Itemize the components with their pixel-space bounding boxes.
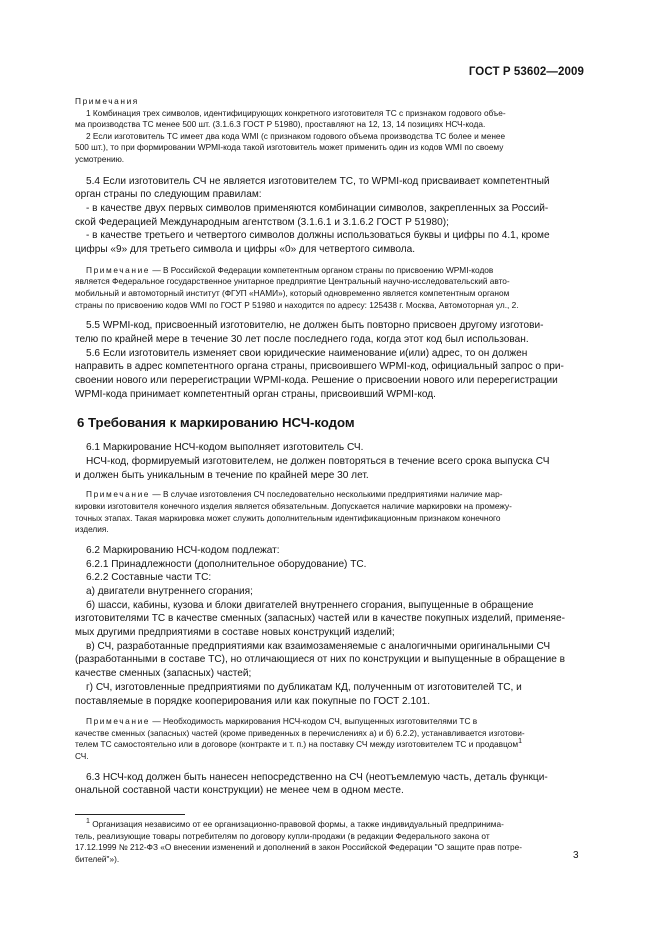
page-content [75, 96, 584, 865]
clause-6-2 [75, 544, 584, 708]
footnote-number: 1 [86, 818, 90, 826]
note-line: является Федеральное государственное унитарное предприятие Центральный научно-исследовательский авто- [75, 276, 510, 287]
paragraph-line: в) СЧ, разработанные предприятиями как взаимозаменяемые с аналогичными оригинальными СЧ [86, 640, 551, 652]
footnote [75, 819, 584, 865]
note-label: Примечание [86, 489, 151, 500]
paragraph-line: г) СЧ, изготовленные предприятиями по дубликатам КД, полученным от изготовителей ТС, и [86, 681, 522, 693]
paragraph-line: поставляемые в порядке кооперирования или как покупные по ГОСТ 2.101. [75, 695, 431, 707]
paragraph-line: и должен быть уникальным в течение по крайней мере 30 лет. [75, 469, 369, 481]
note-label: Примечание [86, 264, 151, 275]
paragraph-line: мых другими предприятиями в составе новых конструкций изделий; [75, 627, 395, 639]
note-2-line: усмотрению. [75, 153, 125, 164]
paragraph-line: ской Федерацией Международным агентством (3.1.6.1 и 3.1.6.2 ГОСТ Р 51980); [75, 216, 449, 228]
document-number: ГОСТ Р 53602—2009 [468, 66, 584, 78]
paragraph-line: 6.2 Маркированию НСЧ-кодом подлежат: [86, 544, 280, 556]
paragraph-line: 5.5 WPMI-код, присвоенный изготовителю, не должен быть повторно присвоен другому изготови- [86, 320, 544, 332]
note-line: страны по присвоению кодов WMI по ГОСТ Р 51980 и находится по адресу: 125438 г. Москва, Автомоторная ул., 2. [75, 299, 519, 310]
paragraph-line: - в качестве третьего и четвертого символов должны использоваться буквы и цифры по 4.1, кроме [86, 230, 550, 242]
clause-6-1 [75, 441, 584, 482]
footnote-reference[interactable]: 1 [518, 738, 522, 746]
paragraph-line: 6.2.1 Принадлежности (дополнительное оборудование) ТС. [86, 558, 367, 570]
footnote-line: бителей"»). [75, 853, 120, 864]
section-heading: 6 Требования к маркированию НСЧ-кодом [77, 415, 355, 431]
paragraph-line: телю по крайней мере в течение 30 лет после последнего года, когда этот код был использован. [75, 333, 529, 345]
paragraph-line: - в качестве двух первых символов применяются комбинации символов, закрепленных за Россий- [86, 202, 549, 214]
note-nami [75, 265, 584, 311]
notes-title: Примечания [75, 96, 139, 106]
note-line: качестве сменных (запасных) частей (кроме приведенных в перечислениях а) и б) 6.2.2), устанавливается изготови- [75, 727, 525, 738]
note-line: телем ТС самостоятельно или в договоре (контракте и т. п.) на поставку СЧ между изготовителем ТС и продавцом$^1$ [75, 738, 522, 750]
paragraph-line: WPMI-кода принимает компетентный орган страны, присвоивший WPMI-код. [75, 388, 436, 400]
note-spare-parts [75, 716, 584, 762]
note-2-line: 500 шт.), то при формировании WPMI-кода такой изготовитель может применить один из кодов WMI по своему [75, 142, 504, 153]
footnote-line: тель, реализующие товары потребителям по договору купли-продажи (в редакции Федерального закона от [75, 830, 490, 841]
notes-block [75, 96, 584, 166]
footnote-line: 17.12.1999 № 212-ФЗ «О внесении изменений и дополнений в закон Российской Федерации "О защите прав потре- [75, 842, 523, 853]
note-line: изделия. [75, 524, 109, 535]
clause-5-6 [75, 347, 584, 402]
note-line: точных этапах. Такая маркировка может служить дополнительным идентификационным признаком конечного [75, 512, 501, 523]
paragraph-line: 5.6 Если изготовитель изменяет свои юридические наименование и(или) адрес, то он должен [86, 347, 528, 359]
note-line: СЧ. [75, 751, 89, 762]
note-line: Примечание — В случае изготовления СЧ последовательно несколькими предприятиями наличие мар- [86, 489, 503, 500]
paragraph-line: а) двигатели внутреннего сгорания; [86, 585, 253, 597]
footnote-line: $^1$ Организация независимо от ее организационно-правовой формы, а также индивидуальный предпринима- [86, 818, 504, 830]
paragraph-line: направить в адрес компетентного органа страны, присвоившего WPMI-код, официальный запрос о при- [75, 361, 564, 373]
note-1-line: 1 Комбинация трех символов, идентифицирующих конкретного изготовителя ТС с признаком годового объе- [86, 107, 506, 118]
note-line: Примечание — В Российской Федерации компетентным органом страны по присвоению WPMI-кодов [86, 264, 494, 275]
note-multiple-manufacturers [75, 489, 584, 535]
paragraph-line: ональной составной части конструкции) не менее чем в одном месте. [75, 785, 404, 797]
note-2-line: 2 Если изготовитель ТС имеет два кода WMI (с признаком годового объема производства ТС более и менее [86, 130, 506, 141]
paragraph-line: 6.2.2 Составные части ТС: [86, 572, 212, 584]
note-line: Примечание — Необходимость маркирования НСЧ-кодом СЧ, выпущенных изготовителями ТС в [86, 716, 478, 727]
clause-6-3 [75, 771, 584, 798]
paragraph-line: 6.3 НСЧ-код должен быть нанесен непосредственно на СЧ (неотъемлемую часть, деталь функци- [86, 771, 548, 783]
paragraph-line: 6.1 Маркирование НСЧ-кодом выполняет изготовитель СЧ. [86, 442, 364, 454]
paragraph-line: НСЧ-код, формируемый изготовителем, не должен повторяться в течение всего срока выпуска СЧ [86, 456, 550, 468]
note-line: мобильный и автомоторный институт (ФГУП «НАМИ»), который одновременно является компетентным органом [75, 287, 510, 298]
paragraph-line: своении нового или перерегистрации WPMI-кода. Решение о присвоении нового или перерегистрации [75, 374, 558, 386]
paragraph-line: (разработанными в составе ТС), но отличающиеся от них по конструкции и выпущенные в обращение в [75, 654, 566, 666]
page-number: 3 [573, 850, 579, 861]
note-line: кировки изготовителя конечного изделия является обязательным. Допускается наличие маркировки на промежу- [75, 501, 512, 512]
paragraph-line: б) шасси, кабины, кузова и блоки двигателей внутреннего сгорания, выпущенные в обращение [86, 599, 534, 611]
paragraph-line: изготовителями ТС в качестве сменных (запасных) частей или в качестве покупных изделий, применяе- [75, 613, 565, 625]
clause-5-5 [75, 319, 584, 346]
paragraph-line: орган страны по следующим правилам: [75, 189, 262, 201]
note-1-line: ма производства ТС менее 500 шт. (3.1.6.3 ГОСТ Р 51980), проставляют на 12, 13, 14 позициях НСЧ-кода. [75, 119, 486, 130]
note-label: Примечание [86, 716, 151, 727]
paragraph-line: 5.4 Если изготовитель СЧ не является изготовителем ТС, то WPMI-код присваивает компетентный [86, 175, 550, 187]
paragraph-line: качестве сменных (запасных) частей; [75, 668, 252, 680]
clause-5-4 [75, 175, 584, 257]
paragraph-line: цифры «9» для третьего символа и цифры «0» для четвертого символа. [75, 244, 416, 256]
